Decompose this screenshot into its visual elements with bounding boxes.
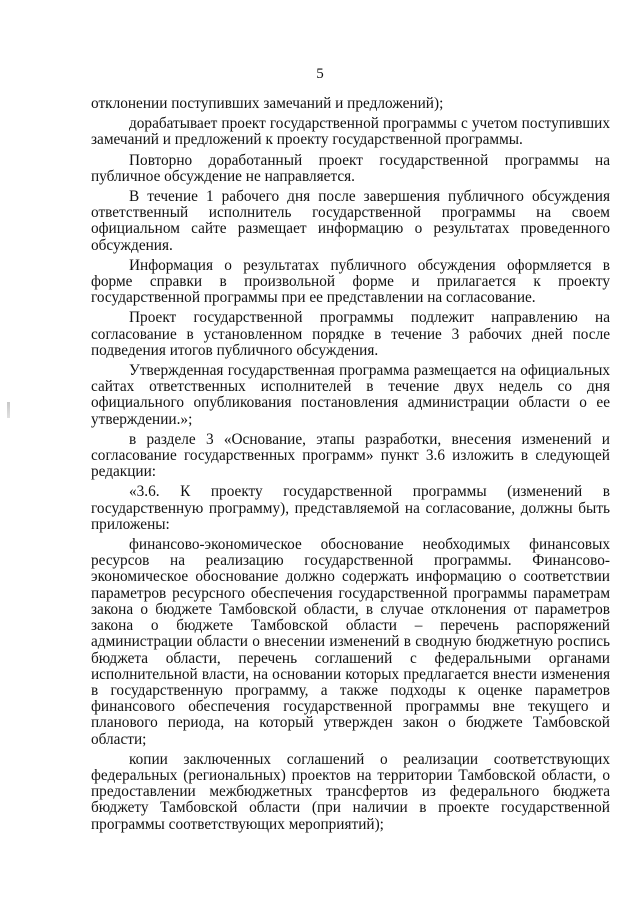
paragraph-approval-submission: Проект государственной программы подлежит направлению на согласование в установленном порядке в течение 3 рабочих дней после подведения итогов публичного обсуждения. — [91, 309, 610, 359]
paragraph-financial-justification: финансово-экономическое обоснование необходимых финансовых ресурсов на реализацию государственной программы. Финансово-экономическое обоснование должно содержать информацию о соответствии параметров ресурсного обеспечения государственной программы параметрам закона о бюджете Тамбовской области, в случае отклонения от параметров закона о бюджете Тамбовской области – перечень распоряжений администрации области о внесении изменений в сводную бюджетную роспись бюджета области, перечень соглашений с федеральными органами исполнительной власти, на основании которых предлагается внести изменения в государственную программу, а также подходы к оценке параметров финансового обеспечения государственной программы вне текущего и планового периода, на который утвержден закон о бюджете Тамбовской области; — [91, 536, 610, 748]
paragraph-section-3-amendment: в разделе 3 «Основание, этапы разработки, внесения изменений и согласование государственных программ» пункт 3.6 изложить в следующей редакции: — [91, 430, 610, 481]
paragraph-no-resubmission: Повторно доработанный проект государственной программы на публичное обсуждение не направляется. — [91, 151, 610, 185]
scan-artifact — [7, 402, 10, 418]
page-number: 5 — [316, 66, 324, 82]
paragraph-approved-program: Утвержденная государственная программа размещается на официальных сайтах ответственных исполнителей в течение двух недель со дня официального опубликования постановления администрации области о ее утверждении.»; — [91, 362, 610, 428]
paragraph-continuation: отклонении поступивших замечаний и предложений); — [91, 95, 444, 112]
paragraph-revision: дорабатывает проект государственной программы с учетом поступивших замечаний и предложений к проекту государственной программы. — [91, 115, 610, 149]
paragraph-results-form: Информация о результатах публичного обсуждения оформляется в форме справки в произвольной форме и прилагается к проекту государственной программы при ее представлении на согласование. — [91, 256, 610, 307]
document-body — [91, 96, 610, 837]
paragraph-clause-3-6: «3.6. К проекту государственной программы (изменений в государственную программу), представляемой на согласование, должны быть приложены: — [91, 483, 610, 533]
paragraph-publication-deadline: В течение 1 рабочего дня после завершения публичного обсуждения ответственный исполнитель государственной программы на своем официальном сайте размещает информацию о результатах проведенного обсуждения. — [91, 188, 610, 254]
paragraph-agreement-copies: копии заключенных соглашений о реализации соответствующих федеральных (региональных) проектов на территории Тамбовской области, о предоставлении межбюджетных трансфертов из федерального бюджета бюджету Тамбовской области (при наличии в проекте государственной программы соответствующих мероприятий); — [91, 750, 610, 833]
